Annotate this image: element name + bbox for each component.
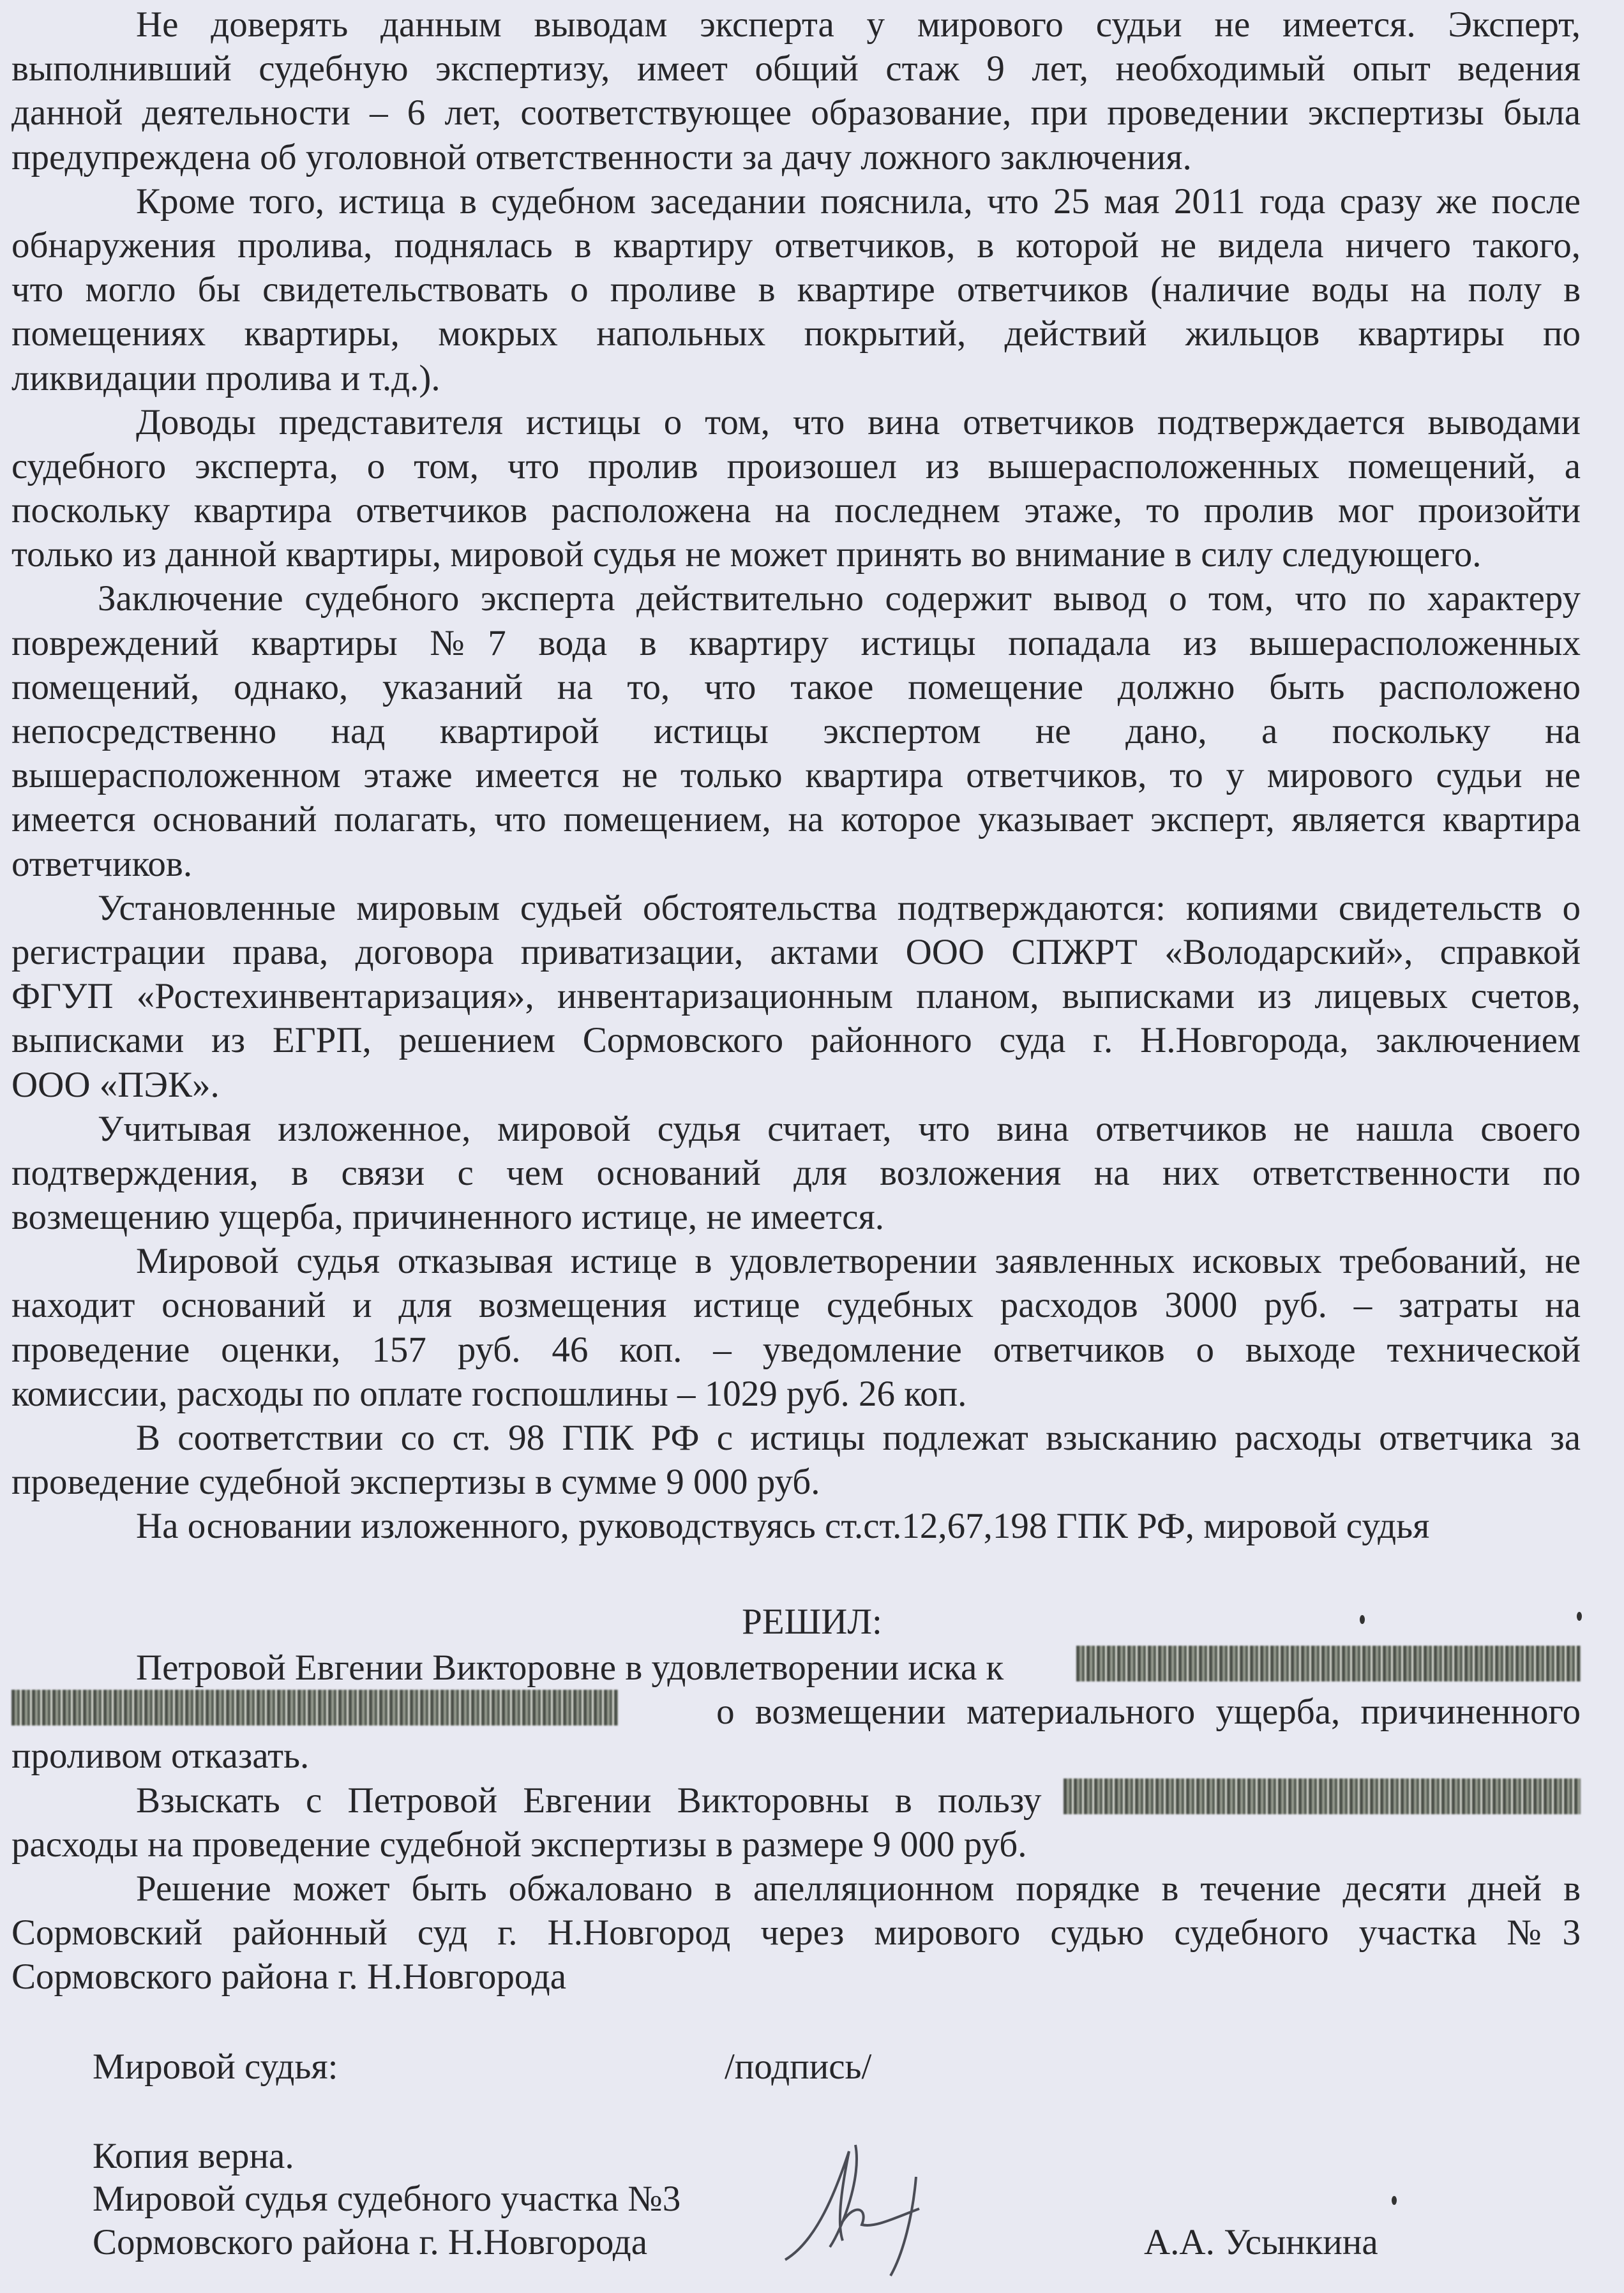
text-line [11, 444, 1581, 488]
text-line [11, 1328, 1581, 1372]
text-line: Решение может быть обжаловано в апелляционном порядке в течение десяти дней в [136, 1868, 1581, 1909]
text-line [11, 753, 1581, 797]
redacted-name [1064, 1778, 1581, 1814]
line-text: имеется оснований полагать, что помещением, на которое указывает эксперт, является квартира [11, 799, 1581, 840]
scan-speck [1577, 1612, 1582, 1621]
copy-certified: Копия верна. [93, 2136, 294, 2176]
text-line [11, 312, 1581, 356]
text-line [11, 974, 1581, 1018]
text-line [11, 886, 1581, 930]
text-line: ответчиков. [11, 843, 193, 884]
line-text: проведение оценки, 157 руб. 46 коп. – уведомление ответчиков о выходе технической [11, 1329, 1581, 1370]
line-text: Мировой судья отказывая истице в удовлетворении заявленных исковых требований, не [136, 1241, 1581, 1282]
handwritten-signature [766, 2132, 1060, 2279]
text-line: ликвидации пролива и т.д.). [11, 357, 440, 398]
text-line: предупреждена об уголовной ответственности за дачу ложного заключения. [11, 137, 1192, 177]
line-text: помещениях квартиры, мокрых напольных покрытий, действий жильцов квартиры по [11, 313, 1581, 354]
line-text: выписками из ЕГРП, решением Сормовского районного суда г. Н.Новгорода, заключением [11, 1020, 1581, 1061]
decision-text: Петровой Евгении Викторовне в удовлетворении иска к [136, 1648, 1004, 1688]
line-text: ФГУП «Ростехинвентаризация», инвентаризационным планом, выписками из лицевых счетов, [11, 976, 1581, 1017]
text-line [11, 1239, 1581, 1283]
line-text: Учитывая изложенное, мировой судья считает, что вина ответчиков не нашла своего [98, 1108, 1581, 1149]
line-text: что могло бы свидетельствовать о проливе в квартире ответчиков (наличие воды на полу в [11, 269, 1581, 310]
text-line [11, 930, 1581, 974]
certifier-title: Мировой судья судебного участка №3 [93, 2179, 681, 2219]
line-text: В соответствии со ст. 98 ГПК РФ с истицы подлежат взысканию расходы ответчика за [136, 1418, 1581, 1458]
certifier-name: А.А. Усынкина [1144, 2222, 1378, 2262]
document-body [11, 3, 1581, 1549]
line-text: подтверждения, в связи с чем оснований для возложения на них ответственности по [11, 1152, 1581, 1193]
text-line [11, 47, 1581, 91]
line-text: Установленные мировым судьей обстоятельства подтверждаются: копиями свидетельств о [98, 887, 1581, 928]
line-text: Кроме того, истица в судебном заседании пояснила, что 25 мая 2011 года сразу же после [136, 181, 1581, 222]
decision-text: о возмещении материального ущерба, причиненного [716, 1692, 1581, 1733]
line-text: регистрации права, договора приватизации, актами ООО СПЖРТ «Володарский», справкой [11, 931, 1581, 972]
text-line [11, 1018, 1581, 1062]
text-line [11, 1151, 1581, 1195]
decision-section [11, 1646, 1581, 1999]
appeal-paragraph [11, 1867, 1581, 1999]
decision-line: расходы на проведение судебной экспертизы в размере 9 000 руб. [11, 1824, 1027, 1865]
verdict-heading: РЕШИЛ: [742, 1602, 882, 1642]
text-line: На основании изложенного, руководствуясь ст.ст.12,67,198 ГПК РФ, мировой судья [136, 1506, 1430, 1547]
signature-placeholder: /подпись/ [725, 2047, 872, 2087]
text-line [11, 91, 1581, 135]
text-line [11, 3, 1581, 47]
line-text: Не доверять данным выводам эксперта у мирового судьи не имеется. Эксперт, [136, 4, 1581, 45]
line-text: вышерасположенном этаже имеется не только квартира ответчиков, то у мирового судьи не [11, 755, 1581, 796]
text-line: проведение судебной экспертизы в сумме 9 000 руб. [11, 1462, 820, 1503]
scan-speck [1392, 2196, 1397, 2205]
text-line [11, 400, 1581, 444]
line-text: Заключение судебного эксперта действительно содержит вывод о том, что по характеру [98, 578, 1581, 619]
text-line: только из данной квартиры, мировой судья не может принять во внимание в силу следующего. [11, 534, 1482, 575]
text-line [11, 576, 1581, 620]
redacted-name [11, 1690, 618, 1725]
text-line [11, 223, 1581, 267]
decision-line [11, 1646, 1581, 1690]
line-text: данной деятельности – 6 лет, соответствующее образование, при проведении экспертизы была [11, 93, 1581, 133]
line-text: помещений, однако, указаний на то, что такое помещение должно быть расположено [11, 666, 1581, 707]
line-text: обнаружения пролива, поднялась в квартиру ответчиков, в которой не видела ничего такого, [11, 225, 1581, 266]
decision-line [11, 1778, 1581, 1823]
text-line [11, 267, 1581, 312]
text-line [11, 1107, 1581, 1151]
judge-label: Мировой судья: [93, 2047, 338, 2087]
text-line [11, 709, 1581, 753]
text-line [11, 1416, 1581, 1460]
scan-speck [1360, 1615, 1365, 1624]
line-text: непосредственно над квартирой истицы экспертом не дано, а поскольку на [11, 711, 1581, 751]
decision-line [11, 1690, 1581, 1734]
text-line: возмещению ущерба, причиненного истице, не имеется. [11, 1197, 884, 1238]
text-line [11, 797, 1581, 841]
decision-line: проливом отказать. [11, 1736, 310, 1777]
text-line: ООО «ПЭК». [11, 1064, 220, 1105]
line-text: поскольку квартира ответчиков расположена на последнем этаже, то пролив мог произойти [11, 490, 1581, 531]
line-text: повреждений квартиры №7 вода в квартиру истицы попадала из вышерасположенных [11, 622, 1581, 663]
text-line [11, 665, 1581, 709]
text-line [11, 488, 1581, 532]
decision-text: Взыскать с Петровой Евгении Викторовны в пользу [136, 1780, 1042, 1821]
text-line [11, 621, 1581, 665]
text-line [11, 1283, 1581, 1327]
line-text: выполнивший судебную экспертизу, имеет общий стаж 9 лет, необходимый опыт ведения [11, 49, 1581, 89]
line-text: находит оснований и для возмещения истице судебных расходов 3000 руб. – затраты на [11, 1285, 1581, 1326]
redacted-name [1076, 1646, 1581, 1681]
text-line [11, 179, 1581, 223]
line-text: Доводы представителя истицы о том, что вина ответчиков подтверждается выводами [136, 402, 1581, 442]
text-line: комиссии, расходы по оплате госпошлины – 1029 руб. 26 коп. [11, 1373, 967, 1414]
text-line: Сормовского района г. Н.Новгорода [11, 1957, 567, 1997]
line-text: судебного эксперта, о том, что пролив произошел из вышерасположенных помещений, а [11, 446, 1581, 486]
certifier-court: Сормовского района г. Н.Новгорода [93, 2222, 648, 2262]
text-line: Сормовский районный суд г. Н.Новгород через мирового судью судебного участка №3 [11, 1913, 1581, 1953]
